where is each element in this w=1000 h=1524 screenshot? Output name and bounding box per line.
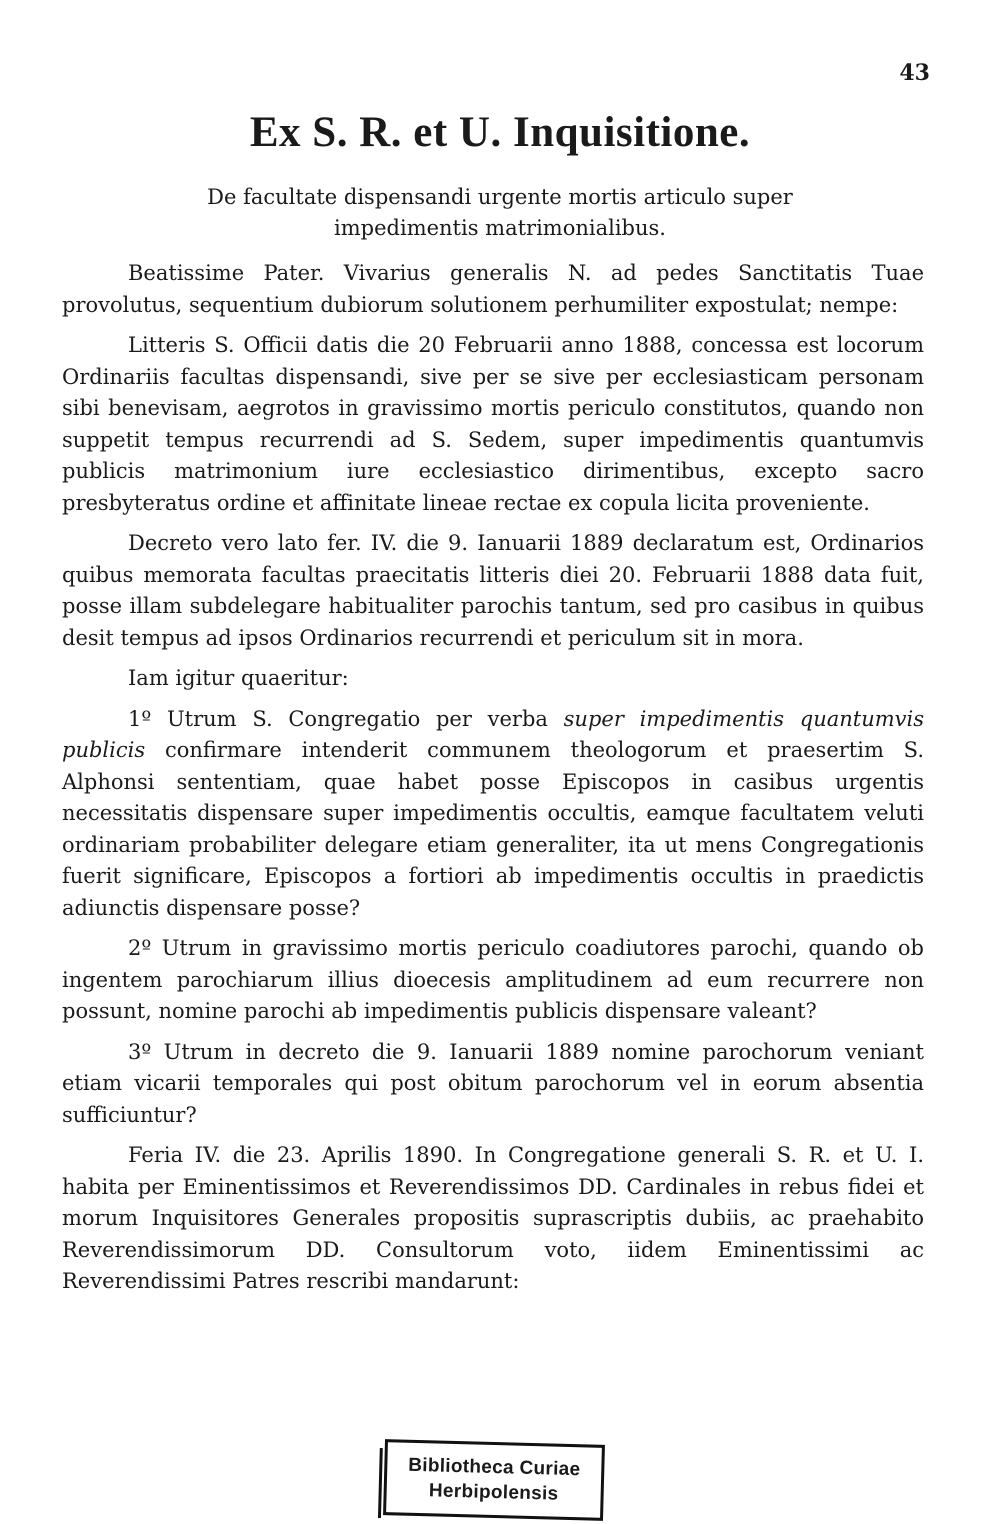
document-body <box>62 258 924 1307</box>
paragraph-decreto: Decreto vero lato fer. IV. die 9. Ianuarii 1889 declaratum est, Ordinarios quibus memorata facultas praecitatis litteris diei 20. Februarii 1888 data fuit, posse illam subdelegare habitualiter parochis tantum, sed pro casibus in quibus desit tempus ad ipsos Ordinarios recurrendi et periculum sit in mora. <box>62 531 924 650</box>
paragraph-litteris: Litteris S. Officii datis die 20 Februarii anno 1888, concessa est locorum Ordinariis facultas dispensandi, sive per se sive per ecclesiasticam personam sibi benevisam, aegrotos in gravissimo mortis periculo constitutos, quando non suppetit tempus recurrendi ad S. Sedem, super impedimentis quantumvis publicis matrimonium iure ecclesiastico dirimentibus, excepto sacro presbyteratus ordine et affinitate lineae rectae ex copula licita proveniente. <box>62 333 924 515</box>
question-2-number: 2º <box>128 936 152 960</box>
question-3 <box>62 1037 924 1132</box>
question-1-italic: super impedimentis quantumvis publicis <box>62 706 924 762</box>
question-3-number: 3º <box>128 1039 152 1064</box>
question-2-text: Utrum in gravissimo mortis periculo coadiutores parochi, quando ob ingentem parochiarum illius dioecesis amplitudinem ad eum recurrere non possunt, nomine parochi ab impedimentis publicis dispensare valeant? <box>62 936 924 1023</box>
paragraph-feria: Feria IV. die 23. Aprilis 1890. In Congregatione generali S. R. et U. I. habita per Eminentissimos et Reverendissimos DD. Cardinales in rebus fidei et morum Inquisitores Generales propositis suprascriptis dubiis, ac praehabito Reverendissimorum DD. Consultorum voto, iidem Eminentissimi ac Reverendissimi Patres rescribi mandarunt: <box>62 1143 924 1293</box>
question-3-text: Utrum in decreto die 9. Ianuarii 1889 nomine parochorum veniant etiam vicarii temporales qui post obitum parochorum vel in eorum absentia sufficiuntur? <box>62 1039 924 1127</box>
question-2 <box>62 933 924 1028</box>
library-stamp <box>383 1439 605 1521</box>
stamp-line-2: Herbipolensis <box>428 1480 559 1505</box>
page-subtitle: De facultate dispensandi urgente mortis articulo super impedimentis matrimonialibus. <box>207 185 793 240</box>
question-1 <box>62 704 924 925</box>
page-title: Ex S. R. et U. Inquisitione. <box>249 109 751 156</box>
paragraph-petition: Beatissime Pater. Vivarius generalis N. ad pedes Sanctitatis Tuae provolutus, sequentium dubiorum solutionem perhumiliter expostulat; nempe: <box>62 261 924 317</box>
question-1-number: 1º <box>128 706 152 731</box>
question-1-text-b: confirmare intenderit communem theologorum et praesertim S. Alphonsi sententiam, quae habet posse Episcopos in casibus urgentis necessitatis dispensare super impedimentis occultis, eamque facultatem veluti ordinariam probabiliter delegare etiam generaliter, ita ut mens Congregationis fuerit significare, Episcopos a fortiori ab impedimentis occultis in praedictis adiunctis dispensare posse? <box>62 738 924 920</box>
stamp-line-1: Bibliotheca Curiae <box>407 1454 581 1481</box>
question-1-text-a: Utrum S. Congregatio per verba <box>166 706 548 731</box>
page-number: 43 <box>899 60 930 86</box>
paragraph-quaeritur: Iam igitur quaeritur: <box>128 666 349 690</box>
